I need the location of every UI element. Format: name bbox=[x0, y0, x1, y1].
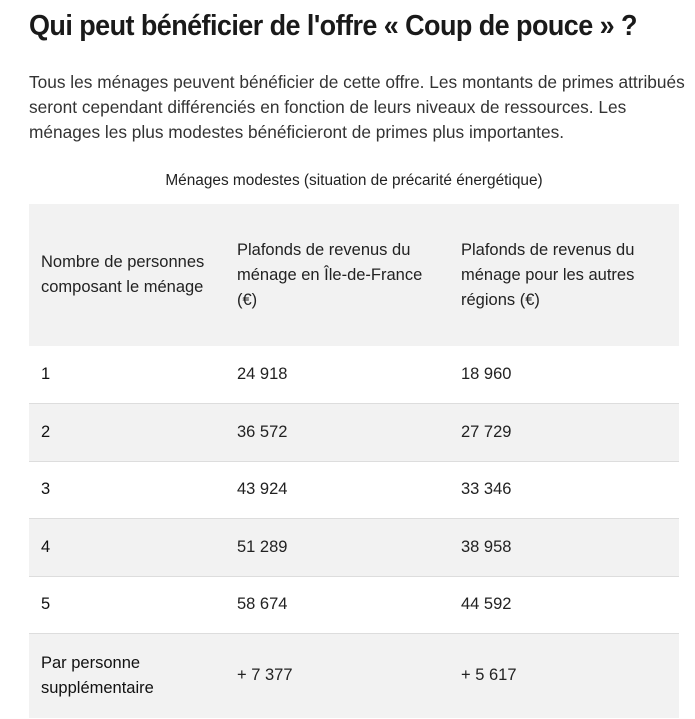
header-idf: Plafonds de revenus du ménage en Île-de-France (€) bbox=[237, 240, 423, 309]
article bbox=[29, 0, 685, 718]
cell-persons: 5 bbox=[41, 595, 51, 614]
cell-other: 27 729 bbox=[461, 422, 512, 441]
table-row bbox=[29, 519, 679, 577]
cell-other: 44 592 bbox=[461, 595, 512, 614]
cell-persons: 2 bbox=[41, 422, 51, 441]
cell-other: + 5 617 bbox=[461, 666, 517, 685]
cell-other: 18 960 bbox=[461, 365, 512, 383]
header-other-regions: Plafonds de revenus du ménage pour les autres régions (€) bbox=[461, 240, 635, 309]
cell-persons: Par personne supplémentaire bbox=[41, 653, 154, 697]
cell-idf: 43 924 bbox=[237, 480, 288, 499]
cell-persons: 1 bbox=[41, 365, 51, 383]
table-header-row bbox=[29, 204, 679, 346]
table-row bbox=[29, 461, 679, 519]
cell-other: 38 958 bbox=[461, 537, 512, 556]
cell-idf: 51 289 bbox=[237, 537, 288, 556]
table-row bbox=[29, 634, 679, 718]
cell-other: 33 346 bbox=[461, 480, 512, 499]
page-title: Qui peut bénéficier de l'offre « Coup de pouce » ? bbox=[29, 10, 637, 42]
cell-idf: 58 674 bbox=[237, 595, 288, 614]
table-caption: Ménages modestes (situation de précarité énergétique) bbox=[165, 172, 543, 189]
cell-idf: 24 918 bbox=[237, 365, 288, 383]
table-row bbox=[29, 404, 679, 462]
income-ceiling-table bbox=[29, 204, 679, 718]
table-row bbox=[29, 576, 679, 634]
table-row bbox=[29, 346, 679, 404]
intro-paragraph: Tous les ménages peuvent bénéficier de cette offre. Les montants de primes attribués seront cependant différenciés en fonction de leurs niveaux de ressources. Les ménages les plus modestes bénéficieront de primes plus importantes. bbox=[29, 72, 685, 142]
cell-persons: 3 bbox=[41, 480, 51, 499]
cell-idf: + 7 377 bbox=[237, 666, 293, 685]
cell-idf: 36 572 bbox=[237, 422, 288, 441]
cell-persons: 4 bbox=[41, 537, 51, 556]
header-persons: Nombre de personnes composant le ménage bbox=[41, 253, 205, 296]
